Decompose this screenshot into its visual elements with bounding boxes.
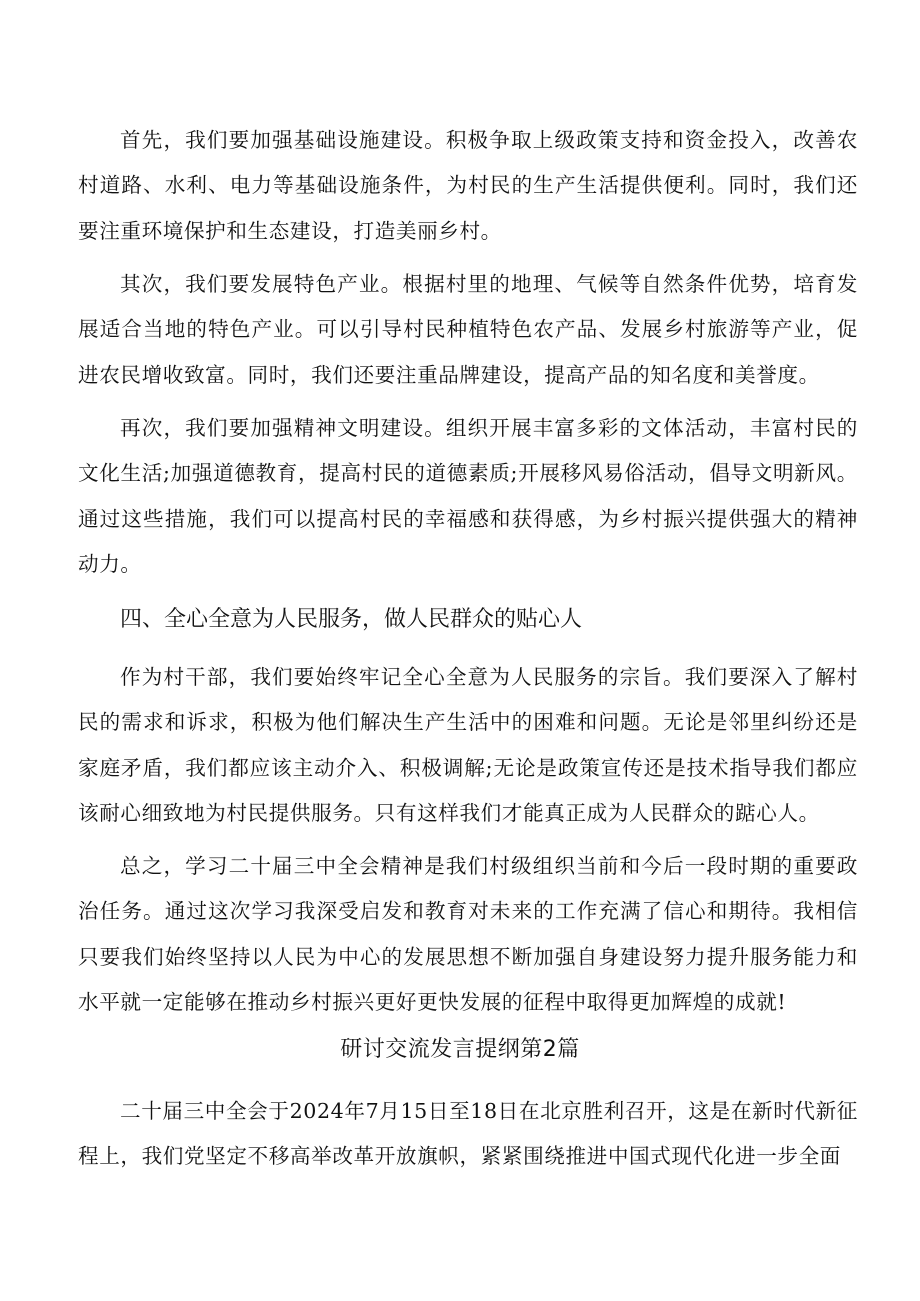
paragraph-conclusion: 总之，学习二十届三中全会精神是我们村级组织当前和今后一段时期的重要政治任务。通过这次学习我深受启发和教育对未来的工作充满了信心和期待。我相信只要我们始终坚持以人民为中心的发展思想不断加强自身建设努力提升服务能力和水平就一定能够在推动乡村振兴更好更快发展的征程中取得更加辉煌的成就! bbox=[78, 854, 858, 1015]
paragraph-industry: 其次，我们要发展特色产业。根据村里的地理、气候等自然条件优势，培育发展适合当地的特色产业。可以引导村民种植特色农产品、发展乡村旅游等产业，促进农民增收致富。同时，我们还要注重品牌建设，提高产品的知名度和美誉度。 bbox=[78, 272, 858, 387]
paragraph-serve-people: 作为村干部，我们要始终牢记全心全意为人民服务的宗旨。我们要深入了解村民的需求和诉求，积极为他们解决生产生活中的困难和问题。无论是邻里纠纷还是家庭矛盾，我们都应该主动介入、积极调解;无论是政策宣传还是技术指导我们都应该耐心细致地为村民提供服务。只有这样我们才能真正成为人民群众的踮心人。 bbox=[78, 665, 858, 826]
paragraph-article-intro: 二十届三中全会于2024年7月15日至18日在北京胜利召开，这是在新时代新征程上，我们党坚定不移高举改革开放旗帜，紧紧围绕推进中国式现代化进一步全面 bbox=[78, 1099, 858, 1169]
section-heading: 四、全心全意为人民服务，做人民群众的贴心人 bbox=[120, 607, 583, 632]
paragraph-infrastructure: 首先，我们要加强基础设施建设。积极争取上级政策支持和资金投入，改善农村道路、水利、电力等基础设施条件，为村民的生产生活提供便利。同时，我们还要注重环境保护和生态建设，打造美丽乡村。 bbox=[78, 128, 858, 243]
paragraph-civilization: 再次，我们要加强精神文明建设。组织开展丰富多彩的文体活动，丰富村民的文化生活;加强道德教育，提高村民的道德素质;开展移风易俗活动，倡导文明新风。通过这些措施，我们可以提高村民的幸福感和获得感，为乡村振兴提供强大的精神动力。 bbox=[78, 416, 858, 577]
article-title: 研讨交流发言提纲第2篇 bbox=[340, 1037, 580, 1062]
